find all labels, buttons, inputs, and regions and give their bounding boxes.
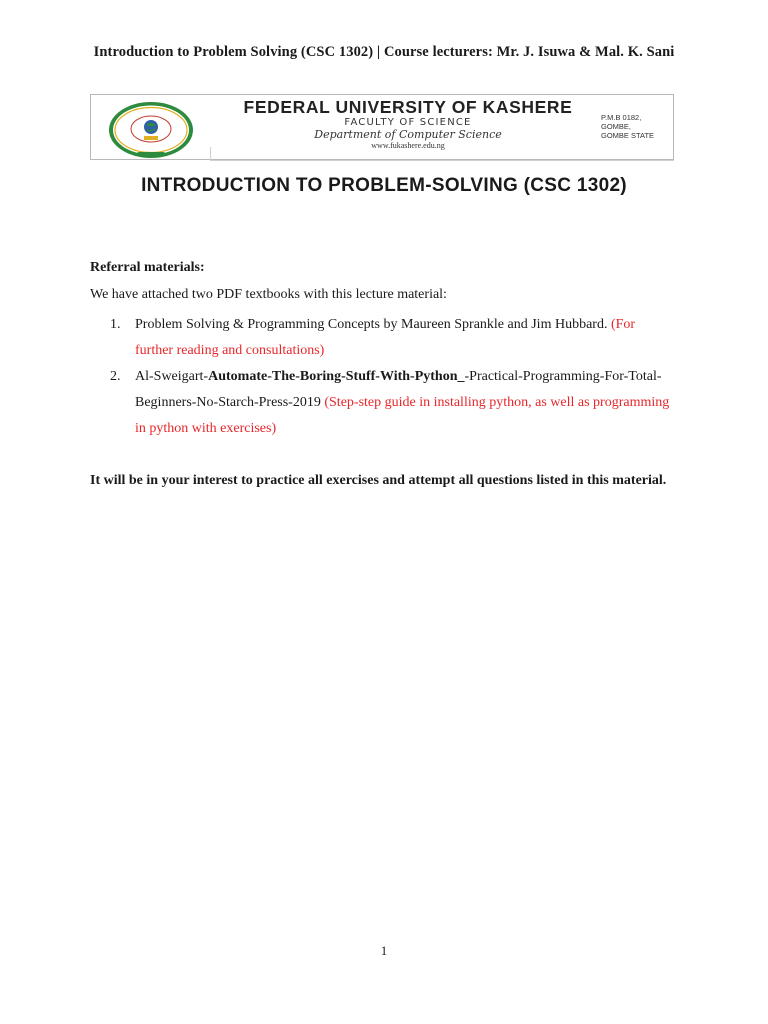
section-heading: Referral materials: (90, 260, 205, 275)
letterhead (90, 94, 674, 160)
reference-suffix: -Practical-Programming-For-Total-Beginners-No-Starch-Press-2019 (135, 369, 662, 410)
university-website: www.fukashere.edu.ng (371, 141, 445, 150)
address-line: GOMBE, (601, 122, 632, 131)
list-item (110, 312, 670, 364)
faculty-name: FACULTY OF SCIENCE (344, 117, 472, 128)
reference-note: (Step-step guide in installing python, as well as programming in python with exercises) (135, 395, 670, 436)
university-seal-icon (107, 101, 195, 159)
reference-bold-title: Automate-The-Boring-Stuff-With-Python_ (208, 369, 465, 384)
address-line: P.M.B 0182, (601, 113, 642, 122)
page-number: 1 (380, 943, 388, 958)
list-number: 1. (110, 317, 121, 332)
reference-note: (For further reading and consultations) (135, 317, 636, 358)
list-number: 2. (110, 369, 121, 384)
address-line: GOMBE STATE (601, 131, 655, 140)
reference-list (110, 312, 670, 442)
letterhead-divider (211, 160, 674, 161)
running-header: Introduction to Problem Solving (CSC 1302) | Course lecturers: Mr. J. Isuwa & Mal. K. Sani (93, 44, 675, 60)
letterhead-divider (210, 147, 211, 161)
list-item (110, 364, 670, 442)
reference-text: Problem Solving & Programming Concepts by Maureen Sprankle and Jim Hubbard. (135, 317, 611, 332)
postal-address (601, 113, 673, 140)
closing-paragraph: It will be in your interest to practice all exercises and attempt all questions listed in this material. (90, 473, 667, 488)
department-name: Department of Computer Science (314, 128, 502, 141)
intro-paragraph: We have attached two PDF textbooks with this lecture material: (90, 287, 447, 302)
document-title: INTRODUCTION TO PROBLEM-SOLVING (CSC 1302) (141, 175, 627, 196)
reference-prefix: Al-Sweigart- (135, 369, 209, 384)
university-name: FEDERAL UNIVERSITY OF KASHERE (243, 97, 573, 117)
